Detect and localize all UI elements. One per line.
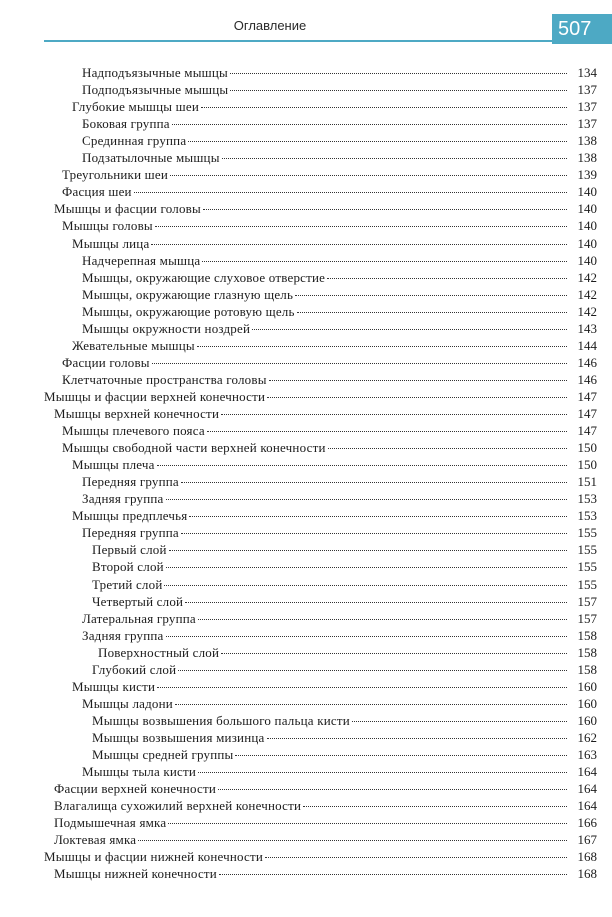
toc-entry bbox=[92, 594, 597, 611]
toc-entry-title: Мышцы и фасции верхней конечности bbox=[44, 388, 266, 404]
toc-dot-leader bbox=[267, 397, 567, 398]
page-number: 507 bbox=[558, 18, 592, 40]
toc-entry-title: Подзатылочные мышцы bbox=[82, 150, 220, 166]
toc-entry bbox=[72, 338, 597, 355]
toc-dot-leader bbox=[327, 278, 567, 279]
toc-entry bbox=[62, 167, 597, 184]
toc-entry bbox=[82, 133, 597, 150]
toc-dot-leader bbox=[157, 465, 567, 466]
toc-entry bbox=[82, 764, 597, 781]
toc-entry bbox=[82, 321, 597, 338]
toc-dot-leader bbox=[151, 244, 567, 245]
toc-dot-leader bbox=[178, 670, 567, 671]
toc-entry-page: 142 bbox=[577, 269, 597, 285]
toc-entry-title: Глубокие мышцы шеи bbox=[72, 99, 200, 115]
toc-entry-title: Фасции головы bbox=[62, 354, 150, 370]
toc-entry bbox=[82, 65, 597, 82]
toc-dot-leader bbox=[157, 687, 567, 688]
toc-entry-title: Мышцы тыла кисти bbox=[82, 764, 197, 780]
toc-entry bbox=[82, 628, 597, 645]
toc-entry-title: Передняя группа bbox=[82, 525, 179, 541]
toc-entry bbox=[92, 730, 597, 747]
toc-dot-leader bbox=[138, 840, 567, 841]
toc-entry-title: Поверхностный слой bbox=[98, 644, 220, 660]
toc-entry-title: Влагалища сухожилий верхней конечности bbox=[54, 798, 302, 814]
toc-entry bbox=[54, 866, 597, 883]
toc-entry-title: Третий слой bbox=[92, 576, 163, 592]
toc-entry bbox=[72, 457, 597, 474]
toc-entry-page: 150 bbox=[577, 457, 597, 473]
toc-entry bbox=[92, 542, 597, 559]
toc-entry-title: Передняя группа bbox=[82, 474, 179, 490]
toc-entry-title: Срединная группа bbox=[82, 133, 187, 149]
toc-entry-title: Мышцы возвышения большого пальца кисти bbox=[92, 712, 350, 728]
toc-entry-title: Мышцы плеча bbox=[72, 457, 155, 473]
toc-dot-leader bbox=[295, 295, 567, 296]
toc-entry-title: Подмышечная ямка bbox=[54, 815, 167, 831]
toc-entry bbox=[62, 423, 597, 440]
toc-entry-title: Мышцы верхней конечности bbox=[54, 406, 220, 421]
toc-dot-leader bbox=[189, 516, 567, 517]
toc-dot-leader bbox=[203, 209, 567, 210]
toc-dot-leader bbox=[134, 192, 567, 193]
toc-entry bbox=[92, 559, 597, 576]
toc-entry-title: Глубокий слой bbox=[92, 661, 177, 677]
toc-entry bbox=[82, 270, 597, 287]
toc-entry-page: 139 bbox=[577, 167, 597, 183]
toc-entry-title: Первый слой bbox=[92, 542, 167, 558]
toc-entry-page: 155 bbox=[577, 542, 597, 558]
toc-entry bbox=[54, 781, 597, 798]
toc-entry-page: 155 bbox=[577, 525, 597, 541]
toc-dot-leader bbox=[207, 431, 567, 432]
toc-entry-title: Мышцы лица bbox=[72, 235, 150, 251]
toc-entry-page: 155 bbox=[577, 576, 597, 592]
toc-entry-page: 138 bbox=[577, 133, 597, 149]
toc-entry-page: 163 bbox=[577, 747, 597, 762]
toc-entry bbox=[62, 372, 597, 389]
toc-dot-leader bbox=[155, 226, 567, 227]
toc-entry-title: Мышцы головы bbox=[62, 218, 153, 234]
toc-entry-title: Мышцы нижней конечности bbox=[54, 866, 217, 882]
toc-entry bbox=[82, 253, 597, 270]
toc-dot-leader bbox=[265, 857, 567, 858]
toc-dot-leader bbox=[201, 107, 567, 108]
toc-entry-page: 147 bbox=[577, 406, 597, 421]
toc-entry-page: 158 bbox=[577, 661, 597, 677]
toc-entry bbox=[54, 406, 597, 423]
toc-entry-title: Мышцы плечевого пояса bbox=[62, 423, 205, 439]
toc-entry bbox=[82, 82, 597, 99]
toc-dot-leader bbox=[269, 380, 567, 381]
toc-entry-title: Четвертый слой bbox=[92, 593, 184, 609]
header-rule bbox=[44, 40, 552, 42]
toc-entry bbox=[92, 662, 597, 679]
toc-dot-leader bbox=[185, 602, 567, 603]
toc-dot-leader bbox=[166, 567, 567, 568]
toc-entry-title: Мышцы свободной части верхней конечности bbox=[62, 440, 326, 456]
toc-entry bbox=[54, 798, 597, 815]
toc-dot-leader bbox=[168, 823, 567, 824]
toc-entry bbox=[82, 474, 597, 491]
toc-entry-title: Локтевая ямка bbox=[54, 832, 137, 848]
toc-dot-leader bbox=[166, 499, 567, 500]
toc-entry-page: 137 bbox=[577, 116, 597, 132]
toc-entry-title: Надподъязычные мышцы bbox=[82, 65, 228, 80]
toc-dot-leader bbox=[197, 346, 567, 347]
toc-entry-title: Мышцы, окружающие слуховое отверстие bbox=[82, 269, 326, 285]
toc-dot-leader bbox=[222, 158, 567, 159]
toc-entry-title: Мышцы средней группы bbox=[92, 747, 234, 762]
toc-entry-title: Жевательные мышцы bbox=[72, 337, 195, 353]
toc-entry-page: 168 bbox=[577, 866, 597, 882]
toc-entry-page: 158 bbox=[577, 644, 597, 660]
toc-entry-page: 142 bbox=[577, 286, 597, 302]
toc-entry bbox=[72, 236, 597, 253]
page-header bbox=[0, 0, 612, 44]
toc-entry-title: Мышцы предплечья bbox=[72, 508, 188, 524]
toc-entry-page: 147 bbox=[577, 423, 597, 439]
toc-entry-page: 162 bbox=[577, 729, 597, 745]
toc-entry bbox=[98, 645, 597, 662]
toc-entry bbox=[82, 304, 597, 321]
toc-dot-leader bbox=[221, 653, 567, 654]
toc-entry-page: 164 bbox=[577, 764, 597, 780]
toc-entry-page: 151 bbox=[577, 474, 597, 490]
toc-entry bbox=[82, 491, 597, 508]
toc-entry bbox=[54, 815, 597, 832]
toc-entry bbox=[82, 611, 597, 628]
toc-entry-page: 158 bbox=[577, 627, 597, 643]
toc-entry-title: Надчерепная мышца bbox=[82, 252, 201, 268]
toc-dot-leader bbox=[328, 448, 567, 449]
toc-entry bbox=[82, 525, 597, 542]
toc-entry-page: 142 bbox=[577, 303, 597, 319]
toc-entry bbox=[92, 713, 597, 730]
toc-entry bbox=[62, 184, 597, 201]
toc-entry-page: 144 bbox=[577, 337, 597, 353]
header-title: Оглавление bbox=[233, 18, 307, 33]
toc-dot-leader bbox=[172, 124, 567, 125]
toc-dot-leader bbox=[352, 721, 567, 722]
toc-entry-page: 153 bbox=[577, 508, 597, 524]
toc-entry-title: Треугольники шеи bbox=[62, 167, 169, 183]
page-number-box bbox=[552, 14, 612, 44]
toc-dot-leader bbox=[198, 619, 567, 620]
toc-entry bbox=[54, 201, 597, 218]
toc-entry-page: 150 bbox=[577, 440, 597, 456]
toc-entry-page: 143 bbox=[577, 320, 597, 336]
toc-entry-page: 140 bbox=[577, 184, 597, 200]
toc-dot-leader bbox=[164, 585, 567, 586]
toc-entry-title: Фасции верхней конечности bbox=[54, 781, 216, 797]
toc-entry bbox=[82, 116, 597, 133]
toc-entry-page: 137 bbox=[577, 99, 597, 115]
toc-entry-page: 166 bbox=[577, 815, 597, 831]
toc-entry bbox=[82, 287, 597, 304]
toc-entry-title: Подподъязычные мышцы bbox=[82, 82, 229, 98]
toc-entry-page: 167 bbox=[577, 832, 597, 848]
toc-dot-leader bbox=[221, 414, 567, 415]
toc-entry-page: 164 bbox=[577, 781, 597, 797]
toc-entry-title: Мышцы ладони bbox=[82, 695, 173, 711]
toc-dot-leader bbox=[152, 363, 567, 364]
toc-entry-page: 160 bbox=[577, 712, 597, 728]
toc-entry bbox=[82, 150, 597, 167]
toc-entry-page: 138 bbox=[577, 150, 597, 166]
toc-dot-leader bbox=[166, 636, 567, 637]
toc-dot-leader bbox=[235, 755, 567, 756]
toc-entry-title: Боковая группа bbox=[82, 116, 170, 132]
toc-dot-leader bbox=[188, 141, 567, 142]
toc-entry-page: 146 bbox=[577, 371, 597, 387]
toc-entry bbox=[82, 696, 597, 713]
toc-dot-leader bbox=[202, 261, 567, 262]
toc-dot-leader bbox=[181, 533, 567, 534]
toc-entry-title: Мышцы, окружающие ротовую щель bbox=[82, 303, 295, 319]
toc-entry-title: Мышцы и фасции нижней конечности bbox=[44, 849, 264, 865]
toc-entry-title: Задняя группа bbox=[82, 491, 164, 507]
toc-entry bbox=[44, 849, 597, 866]
toc-dot-leader bbox=[170, 175, 567, 176]
toc-entry-page: 140 bbox=[577, 252, 597, 268]
toc-dot-leader bbox=[198, 772, 567, 773]
toc-entry bbox=[72, 508, 597, 525]
toc-entry-page: 160 bbox=[577, 695, 597, 711]
toc-entry bbox=[62, 440, 597, 457]
toc-entry-title: Латеральная группа bbox=[82, 610, 196, 626]
toc-dot-leader bbox=[218, 789, 567, 790]
toc-dot-leader bbox=[303, 806, 567, 807]
toc-entry-page: 146 bbox=[577, 354, 597, 370]
toc-dot-leader bbox=[297, 312, 567, 313]
toc-entry bbox=[62, 355, 597, 372]
toc-entry bbox=[72, 679, 597, 696]
toc-entry-page: 164 bbox=[577, 798, 597, 814]
toc-dot-leader bbox=[267, 738, 568, 739]
toc-entry bbox=[44, 389, 597, 406]
toc-entry bbox=[92, 577, 597, 594]
toc-entry-title: Мышцы возвышения мизинца bbox=[92, 729, 265, 745]
toc-entry-title: Задняя группа bbox=[82, 627, 164, 643]
toc-entry-title: Фасция шеи bbox=[62, 184, 132, 200]
toc-entry-page: 157 bbox=[577, 593, 597, 609]
toc-entry bbox=[92, 747, 597, 764]
toc-dot-leader bbox=[230, 90, 567, 91]
toc-dot-leader bbox=[230, 73, 567, 74]
toc-entry-page: 155 bbox=[577, 559, 597, 575]
toc-entry-page: 147 bbox=[577, 388, 597, 404]
toc-entry-page: 140 bbox=[577, 218, 597, 234]
toc-dot-leader bbox=[169, 550, 567, 551]
toc-entry-title: Мышцы окружности ноздрей bbox=[82, 320, 251, 336]
toc-entry bbox=[72, 99, 597, 116]
toc-entry-title: Второй слой bbox=[92, 559, 164, 575]
toc-entry-title: Мышцы и фасции головы bbox=[54, 201, 201, 217]
toc-entry-page: 153 bbox=[577, 491, 597, 507]
toc-dot-leader bbox=[175, 704, 567, 705]
toc-entry-page: 168 bbox=[577, 849, 597, 865]
toc-entry-page: 134 bbox=[577, 65, 597, 80]
toc-entry-page: 140 bbox=[577, 201, 597, 217]
toc-entry-title: Мышцы кисти bbox=[72, 678, 156, 694]
toc-entry-title: Мышцы, окружающие глазную щель bbox=[82, 286, 294, 302]
toc-entry-page: 160 bbox=[577, 678, 597, 694]
toc-entry-title: Клетчаточные пространства головы bbox=[62, 371, 267, 387]
toc-entry bbox=[62, 218, 597, 235]
toc-entry bbox=[54, 832, 597, 849]
toc-entry-page: 157 bbox=[577, 610, 597, 626]
toc-entry-page: 137 bbox=[577, 82, 597, 98]
toc-dot-leader bbox=[252, 329, 567, 330]
toc-dot-leader bbox=[181, 482, 567, 483]
toc-entry-page: 140 bbox=[577, 235, 597, 251]
toc-dot-leader bbox=[219, 874, 567, 875]
